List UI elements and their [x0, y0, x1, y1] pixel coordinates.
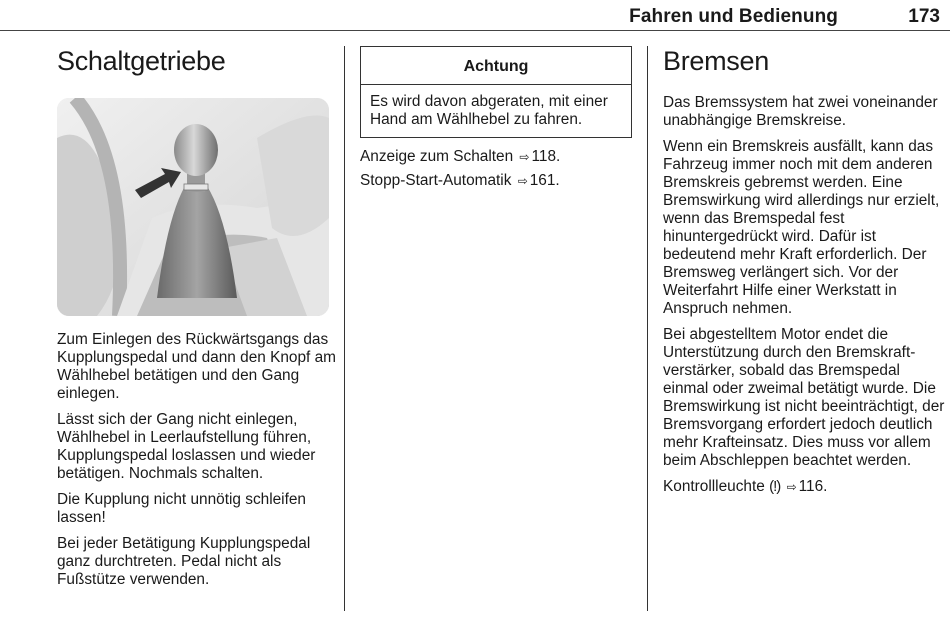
heading-schaltgetriebe: Schaltgetriebe — [57, 46, 226, 76]
paragraph-reverse-gear: Zum Einlegen des Rückwärtsgangs das Kupplungspedal und dann den Knopf am Wählhebel betätigen und den Gang einlegen. — [57, 331, 336, 402]
paragraph-brake-system: Das Bremssystem hat zwei voneinander unabhängige Bremskreise. — [663, 94, 938, 129]
right-column — [663, 44, 945, 504]
reference-arrow-icon: ⇨ — [786, 480, 797, 494]
gear-shift-illustration — [57, 98, 329, 316]
paragraph-engine-off: Bei abgestelltem Motor endet die Unterstützung durch den Bremskraftverstärker, sobald das Bremspedal einmal oder zweimal betätigt wurde. Die Bremswirkung ist nicht beeinträchtigt, der Bremsvorgang erfordert jedoch deutlich mehr Krafteinsatz. Dies muss vor allem beim Abschleppen beachtet werden. — [663, 326, 945, 469]
reference-stop-start[interactable] — [360, 172, 632, 190]
heading-bremsen: Bremsen — [663, 46, 769, 76]
reference-page: 118. — [531, 148, 561, 165]
section-title: Fahren und Bedienung — [629, 6, 838, 27]
middle-column — [360, 46, 632, 196]
paragraph-brake-circuit-failure: Wenn ein Bremskreis ausfällt, kann das Fahrzeug immer noch mit dem anderen Bremskreis gebremst werden. Eine Bremswirkung wird allerdings nur erzielt, wenn das Bremspedal fest hinuntergedrückt wird. Dafür ist bedeutend mehr Kraft erforderlich. Der Bremsweg verlängert sich. Vor der Weiterfahrt Hilfe einer Werkstatt in Anspruch nehmen. — [663, 138, 940, 317]
paragraph-clutch-slip: Die Kupplung nicht unnötig schleifen lassen! — [57, 491, 306, 526]
reference-shift-indicator[interactable] — [360, 148, 632, 166]
reference-label: Stopp-Start-Automatik — [360, 172, 512, 189]
reference-list — [360, 148, 632, 190]
column-divider-right — [647, 46, 648, 611]
warning-title: Achtung — [361, 47, 631, 85]
reference-control-light[interactable] — [663, 478, 945, 496]
reference-arrow-icon: ⇨ — [519, 150, 530, 164]
warning-text: Es wird davon abgeraten, mit einer Hand am Wählhebel zu fahren. — [370, 93, 608, 128]
reference-arrow-icon: ⇨ — [517, 174, 528, 188]
reference-page: 116. — [798, 478, 828, 495]
page-header — [0, 0, 950, 31]
left-column — [57, 44, 337, 597]
paragraph-gear-not-engaging: Lässt sich der Gang nicht einlegen, Wählhebel in Leerlaufstellung führen, Kupplungspedal loslassen und wieder betätigen. Nochmals schalten. — [57, 411, 316, 482]
warning-box — [360, 46, 632, 138]
page-number: 173 — [908, 6, 940, 27]
reference-label: Kontrollleuchte — [663, 478, 765, 495]
reference-label: Anzeige zum Schalten — [360, 148, 514, 165]
paragraph-clutch-pedal: Bei jeder Betätigung Kupplungspedal ganz durchtreten. Pedal nicht als Fußstütze verwenden. — [57, 535, 311, 588]
reference-page: 161. — [529, 172, 560, 189]
column-divider-left — [344, 46, 345, 611]
brake-warning-icon: (!) — [769, 478, 781, 495]
